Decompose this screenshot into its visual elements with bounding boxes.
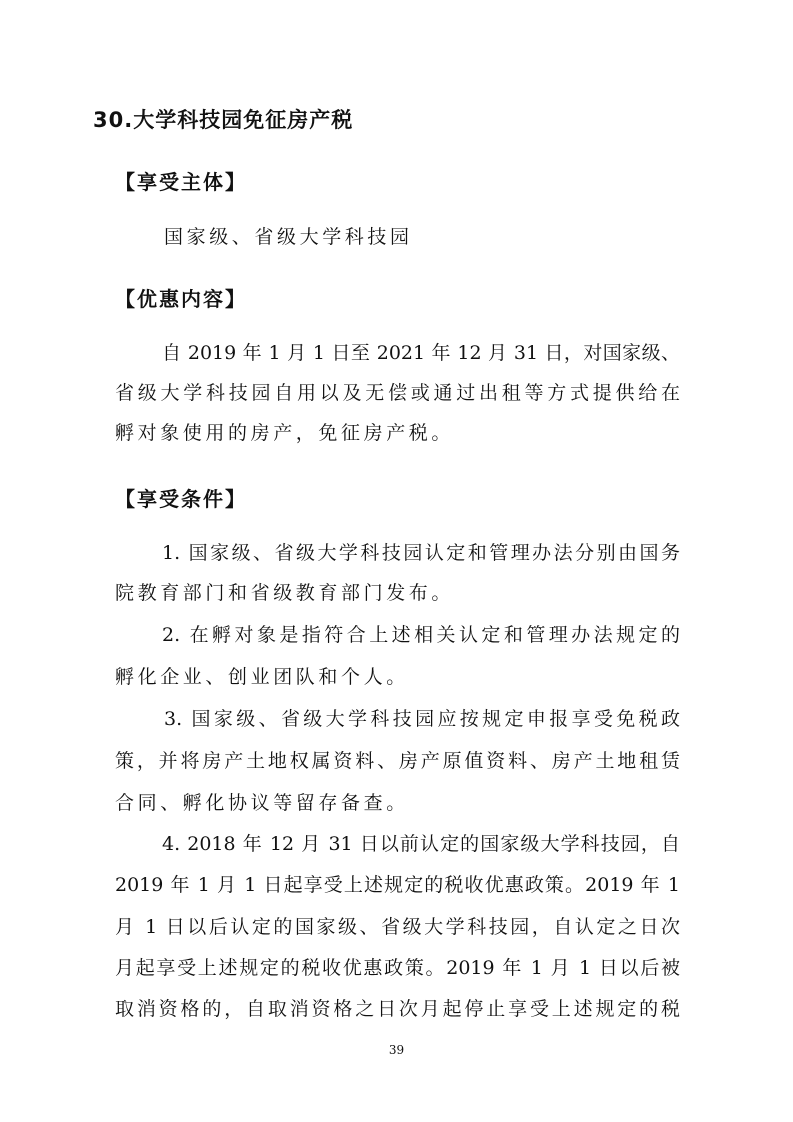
body-line: 月起享受上述规定的税收优惠政策。2019 年 1 月 1 日以后被 — [115, 957, 680, 979]
body-line: 孵对象使用的房产，免征房产税。 — [115, 422, 455, 444]
body-line: 1. 国家级、省级大学科技园认定和管理办法分别由国务 — [162, 542, 680, 564]
body-line: 国家级、省级大学科技园 — [164, 226, 413, 248]
document-title: 30.大学科技园免征房产税 — [93, 108, 354, 132]
body-line: 2019 年 1 月 1 日起享受上述规定的税收优惠政策。2019 年 1 — [115, 874, 680, 896]
body-line: 3. 国家级、省级大学科技园应按规定申报享受免税政 — [164, 708, 680, 730]
body-line: 取消资格的，自取消资格之日次月起停止享受上述规定的税 — [115, 998, 680, 1020]
body-line: 省级大学科技园自用以及无偿或通过出租等方式提供给在 — [115, 382, 680, 404]
heading-beneficiary: 【享受主体】 — [115, 170, 247, 194]
body-line: 自 2019 年 1 月 1 日至 2021 年 12 月 31 日，对国家级、 — [162, 342, 680, 364]
body-line: 月 1 日以后认定的国家级、省级大学科技园，自认定之日次 — [115, 916, 680, 938]
body-line: 策，并将房产土地权属资料、房产原值资料、房产土地租赁 — [115, 750, 680, 772]
body-line: 孵化企业、创业团队和个人。 — [115, 666, 409, 688]
body-line: 2. 在孵对象是指符合上述相关认定和管理办法规定的 — [162, 624, 680, 646]
body-line: 合同、孵化协议等留存备查。 — [115, 792, 409, 814]
body-line: 院教育部门和省级教育部门发布。 — [115, 582, 455, 604]
body-line: 4. 2018 年 12 月 31 日以前认定的国家级大学科技园，自 — [162, 833, 680, 855]
heading-benefit-content: 【优惠内容】 — [115, 287, 247, 311]
page-number: 39 — [388, 1043, 405, 1057]
heading-conditions: 【享受条件】 — [115, 487, 247, 511]
